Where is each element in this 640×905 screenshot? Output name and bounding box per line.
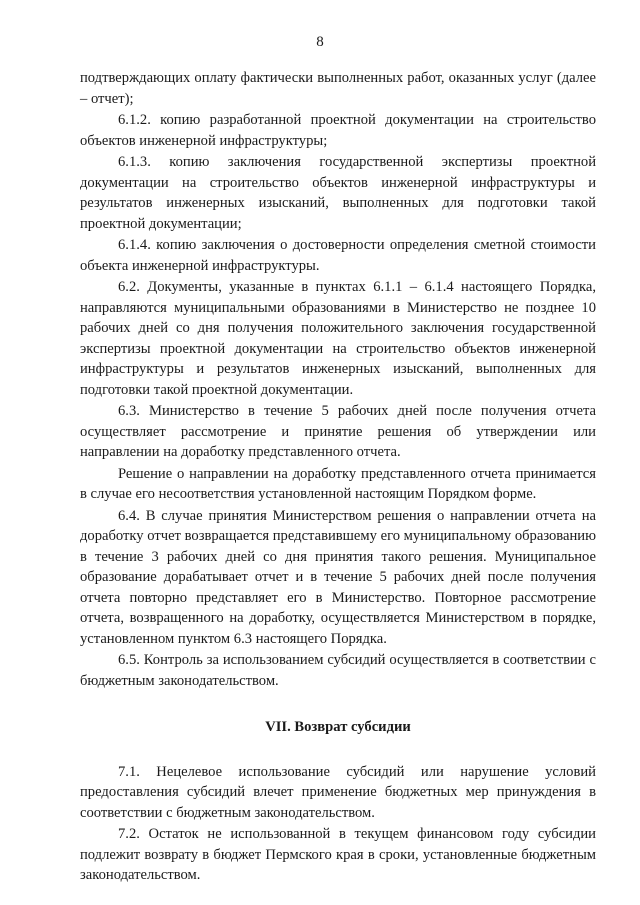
document-body (80, 68, 596, 887)
paragraph-6-3: 6.3. Министерство в течение 5 рабочих дней после получения отчета осуществляет рассмотрение и принятие решения об утверждении или направлении на доработку представленного отчета. (80, 403, 596, 460)
paragraph-6-1-2: 6.1.2. копию разработанной проектной документации на строительство объектов инженерной инфраструктуры; (80, 112, 596, 149)
paragraph-6-1-4: 6.1.4. копию заключения о достоверности определения сметной стоимости объекта инженерной инфраструктуры. (80, 237, 596, 274)
paragraph-7-1: 7.1. Нецелевое использование субсидий или нарушение условий предоставления субсидий влечет применение бюджетных мер принуждения в соответствии с бюджетным законодательством. (80, 763, 596, 821)
paragraph-6-2: 6.2. Документы, указанные в пунктах 6.1.1 – 6.1.4 настоящего Порядка, направляются муниципальными образованиями в Министерство не позднее 10 рабочих дней со дня получения положительного заключения государственной экспертизы проектной документации на строительство объектов инженерной инфраструктуры и результатов инженерных изысканий, выполненных для подготовки такой проектной документации. (80, 279, 596, 398)
paragraph-report-definition: подтверждающих оплату фактически выполненных работ, оказанных услуг (далее – отчет); (80, 70, 596, 107)
paragraph-6-1-3: 6.1.3. копию заключения государственной экспертизы проектной документации на строительство объектов инженерной инфраструктуры и результатов инженерных изысканий, выполненных для подготовки такой проектной документации; (80, 154, 596, 232)
page-number: 8 (316, 34, 324, 50)
paragraph-7-2: 7.2. Остаток не использованной в текущем финансовом году субсидии подлежит возврату в бюджет Пермского края в сроки, установленные бюджетным законодательством. (80, 826, 596, 883)
paragraph-6-3-decision: Решение о направлении на доработку представленного отчета принимается в случае его несоответствия установленной настоящим Порядком форме. (80, 465, 596, 502)
section-heading-vii: VII. Возврат субсидии (265, 719, 411, 735)
paragraph-6-4: 6.4. В случае принятия Министерством решения о направлении отчета на доработку отчет возвращается представившему его муниципальному образованию в течение 3 рабочих дней со дня принятия такого решения. Муниципальное образование дорабатывает отчет и в течение 5 рабочих дней после получения отчета повторно представляет его в Министерство. Повторное рассмотрение отчета, возвращенного на доработку, осуществляется Министерством в порядке, установленном пунктом 6.3 настоящего Порядка. (80, 507, 596, 647)
paragraph-6-5: 6.5. Контроль за использованием субсидий осуществляется в соответствии с бюджетным законодательством. (80, 652, 596, 689)
